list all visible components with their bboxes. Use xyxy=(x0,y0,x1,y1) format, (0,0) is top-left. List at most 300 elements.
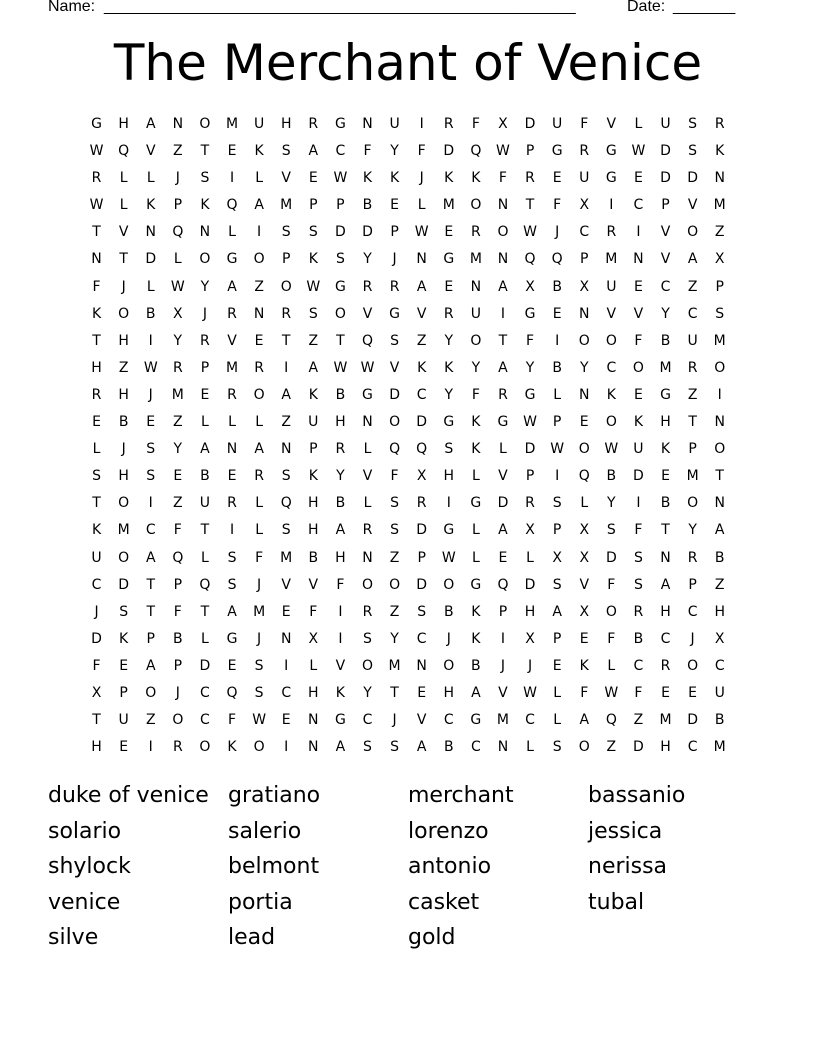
grid-letter: B xyxy=(714,712,725,729)
grid-letter: B xyxy=(173,630,183,647)
grid-letter: R xyxy=(443,305,454,322)
grid-letter: F xyxy=(173,522,182,539)
grid-letter: W xyxy=(89,143,104,160)
grid-letter: Q xyxy=(172,549,184,566)
grid-letter: Y xyxy=(200,278,210,295)
grid-letter: J xyxy=(446,630,451,647)
grid-letter: S xyxy=(363,630,372,647)
grid-letter: F xyxy=(92,657,101,674)
grid-letter: Q xyxy=(118,143,130,160)
grid-letter: I xyxy=(609,197,614,214)
grid-letter: K xyxy=(715,143,725,160)
grid-letter: O xyxy=(389,576,401,593)
word-list-item: jessica xyxy=(588,818,663,844)
grid-letter: E xyxy=(92,414,101,431)
grid-letter: F xyxy=(471,116,480,132)
grid-letter: I xyxy=(500,305,506,322)
grid-letter: V xyxy=(606,116,617,132)
grid-letter: D xyxy=(145,251,157,268)
grid-letter: Q xyxy=(497,576,509,593)
grid-letter: G xyxy=(497,414,509,431)
grid-letter: F xyxy=(309,603,318,620)
grid-letter: O xyxy=(118,495,130,512)
grid-letter: T xyxy=(390,684,399,701)
grid-letter: F xyxy=(634,332,643,349)
grid-letter: C xyxy=(335,143,346,160)
grid-letter: K xyxy=(254,143,264,160)
grid-letter: T xyxy=(688,414,697,431)
grid-letter: X xyxy=(714,630,725,647)
grid-letter: Q xyxy=(226,197,238,214)
grid-letter: O xyxy=(497,224,509,241)
grid-letter: J xyxy=(555,224,560,241)
grid-letter: G xyxy=(443,522,455,539)
grid-letter: U xyxy=(308,414,319,431)
grid-letter: N xyxy=(172,116,184,132)
grid-letter: S xyxy=(281,468,291,485)
grid-letter: S xyxy=(227,549,237,566)
grid-letter: C xyxy=(633,657,644,674)
grid-letter: B xyxy=(633,630,644,647)
word-search-grid xyxy=(83,114,735,762)
grid-letter: B xyxy=(362,197,373,214)
grid-letter: T xyxy=(92,495,101,512)
grid-letter: B xyxy=(552,359,562,376)
grid-letter: M xyxy=(225,359,239,376)
grid-letter: Z xyxy=(714,576,725,593)
grid-letter: A xyxy=(498,359,508,376)
grid-letter: V xyxy=(118,224,129,241)
grid-letter: R xyxy=(362,603,373,620)
grid-letter: P xyxy=(309,441,318,458)
grid-letter: C xyxy=(687,305,698,322)
grid-letter: A xyxy=(227,603,237,620)
grid-letter: Q xyxy=(524,251,536,268)
grid-letter: K xyxy=(308,468,318,485)
grid-letter: B xyxy=(335,495,346,512)
grid-letter: S xyxy=(390,739,400,756)
grid-letter: L xyxy=(201,414,209,431)
grid-letter: O xyxy=(280,278,292,295)
grid-letter: N xyxy=(362,116,373,132)
grid-letter: K xyxy=(389,170,400,187)
grid-letter: B xyxy=(606,468,617,485)
grid-letter: T xyxy=(200,522,210,539)
name-label: Name: xyxy=(48,0,96,15)
grid-letter: G xyxy=(443,414,455,431)
name-field-line[interactable]: _____________________________________________________ xyxy=(104,0,576,15)
grid-letter: F xyxy=(634,684,643,701)
grid-letter: B xyxy=(145,305,156,322)
grid-letter: Z xyxy=(389,603,400,620)
grid-letter: E xyxy=(661,468,670,485)
grid-letter: P xyxy=(281,251,291,268)
grid-letter: D xyxy=(605,549,617,566)
grid-letter: C xyxy=(687,739,698,756)
grid-letter: X xyxy=(498,116,508,132)
grid-letter: B xyxy=(335,386,346,403)
grid-letter: S xyxy=(254,657,264,674)
grid-letter: A xyxy=(416,739,427,756)
grid-letter: J xyxy=(202,305,207,322)
grid-letter: U xyxy=(199,495,211,512)
word-list-item: nerissa xyxy=(588,854,668,880)
grid-letter: C xyxy=(443,712,454,729)
grid-letter: S xyxy=(715,305,725,322)
grid-letter: G xyxy=(524,305,536,322)
grid-letter: I xyxy=(636,224,641,241)
grid-letter: C xyxy=(145,522,156,539)
grid-letter: H xyxy=(335,414,346,431)
grid-letter: J xyxy=(121,441,126,458)
grid-letter: M xyxy=(605,251,618,268)
grid-letter: E xyxy=(579,630,589,647)
grid-letter: S xyxy=(146,468,156,485)
grid-letter: I xyxy=(717,386,722,403)
grid-letter: O xyxy=(470,197,482,214)
grid-letter: P xyxy=(498,603,508,620)
grid-letter: D xyxy=(416,576,428,593)
grid-letter: M xyxy=(225,116,239,132)
grid-letter: L xyxy=(201,630,209,647)
grid-letter: T xyxy=(146,603,156,620)
grid-letter: H xyxy=(714,603,725,620)
grid-letter: I xyxy=(284,739,289,756)
grid-letter: S xyxy=(390,332,400,349)
grid-letter: O xyxy=(199,251,211,268)
grid-letter: P xyxy=(309,197,318,214)
grid-letter: E xyxy=(227,468,237,485)
grid-letter: O xyxy=(578,332,590,349)
grid-letter: K xyxy=(660,441,671,458)
grid-letter: U xyxy=(714,684,725,701)
grid-letter: N xyxy=(497,739,509,756)
grid-letter: F xyxy=(607,576,616,593)
grid-letter: L xyxy=(363,441,372,458)
grid-letter: J xyxy=(527,657,533,674)
grid-letter: Z xyxy=(633,712,644,729)
grid-letter: C xyxy=(633,197,644,214)
grid-letter: H xyxy=(308,684,319,701)
grid-letter: V xyxy=(687,197,698,214)
grid-letter: P xyxy=(552,414,562,431)
grid-letter: L xyxy=(580,495,589,512)
grid-letter: S xyxy=(552,576,562,593)
grid-letter: N xyxy=(280,441,292,458)
grid-letter: E xyxy=(552,305,562,322)
grid-letter: K xyxy=(227,739,237,756)
grid-letter: I xyxy=(229,170,235,187)
grid-letter: G xyxy=(334,116,346,132)
grid-letter: W xyxy=(441,549,456,566)
grid-letter: D xyxy=(91,630,102,647)
grid-letter: L xyxy=(363,495,372,512)
grid-letter: J xyxy=(148,386,153,403)
grid-letter: W xyxy=(523,414,537,431)
grid-letter: M xyxy=(117,522,130,539)
grid-letter: K xyxy=(471,603,481,620)
grid-letter: C xyxy=(714,657,725,674)
grid-letter: R xyxy=(172,359,183,376)
grid-letter: G xyxy=(334,712,346,729)
grid-letter: J xyxy=(500,657,506,674)
grid-letter: V xyxy=(579,576,590,593)
grid-letter: N xyxy=(226,441,238,458)
grid-letter: T xyxy=(92,332,101,349)
grid-letter: S xyxy=(227,576,237,593)
grid-letter: Y xyxy=(173,332,183,349)
grid-letter: X xyxy=(525,522,535,539)
grid-letter: H xyxy=(443,684,455,701)
grid-letter: Q xyxy=(280,495,292,512)
word-list-item: bassanio xyxy=(588,783,686,808)
grid-letter: V xyxy=(227,332,237,349)
grid-letter: G xyxy=(660,386,671,403)
grid-letter: U xyxy=(389,116,400,132)
grid-letter: I xyxy=(229,522,235,539)
grid-letter: M xyxy=(171,386,184,403)
grid-letter: S xyxy=(308,305,318,322)
grid-letter: I xyxy=(636,495,641,512)
grid-letter: S xyxy=(363,739,372,756)
word-list-item: lead xyxy=(228,925,276,951)
grid-letter: L xyxy=(526,549,534,566)
grid-letter: S xyxy=(308,224,318,241)
grid-letter: E xyxy=(119,657,129,674)
grid-letter: N xyxy=(308,739,319,756)
grid-letter: I xyxy=(284,359,289,376)
grid-letter: C xyxy=(660,630,671,647)
grid-letter: O xyxy=(714,441,726,458)
grid-letter: V xyxy=(281,576,291,593)
grid-letter: D xyxy=(416,414,428,431)
grid-letter: C xyxy=(470,739,481,756)
grid-letter: O xyxy=(334,305,346,322)
grid-letter: A xyxy=(308,143,319,160)
grid-letter: E xyxy=(390,197,399,214)
grid-letter: G xyxy=(389,305,400,322)
grid-letter: T xyxy=(281,332,291,349)
grid-letter: I xyxy=(555,468,560,485)
grid-letter: D xyxy=(687,712,698,729)
grid-letter: F xyxy=(92,278,101,295)
grid-letter: U xyxy=(552,116,563,132)
grid-letter: L xyxy=(255,414,264,431)
grid-letter: O xyxy=(470,332,482,349)
grid-letter: M xyxy=(496,712,509,729)
grid-letter: X xyxy=(416,468,427,485)
grid-letter: P xyxy=(525,468,535,485)
grid-letter: G xyxy=(362,386,373,403)
grid-letter: S xyxy=(92,468,101,485)
grid-letter: T xyxy=(525,197,535,214)
grid-letter: A xyxy=(254,441,264,458)
grid-letter: N xyxy=(714,495,725,512)
grid-letter: P xyxy=(146,630,155,647)
word-list-item: duke of venice xyxy=(48,783,209,808)
grid-letter: L xyxy=(173,251,182,268)
grid-letter: H xyxy=(660,739,671,756)
word-list-item: tubal xyxy=(588,889,645,915)
grid-letter: J xyxy=(121,278,126,295)
grid-letter: I xyxy=(148,495,153,512)
grid-letter: I xyxy=(338,630,343,647)
date-field-line[interactable]: _______ xyxy=(673,0,736,15)
grid-letter: K xyxy=(119,630,129,647)
grid-letter: Y xyxy=(444,332,454,349)
grid-letter: H xyxy=(280,116,292,132)
grid-letter: P xyxy=(580,251,589,268)
grid-letter: R xyxy=(498,386,508,403)
grid-letter: F xyxy=(336,576,345,593)
grid-letter: B xyxy=(552,278,562,295)
grid-letter: G xyxy=(470,495,482,512)
grid-letter: O xyxy=(578,441,590,458)
grid-letter: Y xyxy=(336,468,345,485)
grid-letter: Y xyxy=(173,441,183,458)
grid-letter: I xyxy=(555,332,560,349)
grid-letter: S xyxy=(552,739,562,756)
grid-letter: Z xyxy=(687,386,698,403)
grid-letter: M xyxy=(388,657,401,674)
grid-letter: E xyxy=(417,684,427,701)
grid-letter: E xyxy=(146,414,156,431)
grid-letter: A xyxy=(145,657,156,674)
grid-letter: D xyxy=(633,468,644,485)
grid-letter: Z xyxy=(687,278,698,295)
word-list-item: merchant xyxy=(408,783,514,808)
grid-letter: L xyxy=(255,495,264,512)
grid-letter: S xyxy=(281,143,291,160)
grid-letter: K xyxy=(146,197,156,214)
grid-letter: V xyxy=(335,657,346,674)
grid-letter: A xyxy=(145,549,156,566)
grid-letter: V xyxy=(281,170,291,187)
grid-letter: L xyxy=(309,657,318,674)
grid-letter: O xyxy=(361,657,373,674)
word-list-item: salerio xyxy=(228,818,302,844)
grid-letter: N xyxy=(91,251,102,268)
grid-letter: K xyxy=(200,197,210,214)
grid-letter: N xyxy=(714,170,725,187)
grid-letter: W xyxy=(306,278,321,295)
grid-letter: R xyxy=(389,278,400,295)
grid-letter: Z xyxy=(173,143,183,160)
grid-letter: L xyxy=(201,549,209,566)
grid-letter: W xyxy=(523,224,537,241)
grid-letter: M xyxy=(253,603,266,620)
grid-letter: O xyxy=(605,603,617,620)
grid-letter: O xyxy=(687,657,699,674)
grid-letter: O xyxy=(253,386,265,403)
grid-letter: J xyxy=(419,170,424,187)
grid-letter: W xyxy=(631,143,646,160)
grid-letter: D xyxy=(660,143,671,160)
grid-letter: V xyxy=(308,576,319,593)
grid-letter: F xyxy=(634,522,643,539)
grid-letter: U xyxy=(660,116,671,132)
grid-letter: G xyxy=(443,251,455,268)
grid-letter: I xyxy=(284,657,289,674)
grid-letter: T xyxy=(661,522,670,539)
grid-letter: Z xyxy=(145,712,156,729)
grid-letter: V xyxy=(660,224,671,241)
grid-letter: S xyxy=(417,603,427,620)
grid-letter: F xyxy=(580,116,589,132)
grid-letter: A xyxy=(335,739,346,756)
grid-letter: P xyxy=(715,278,724,295)
grid-letter: F xyxy=(471,386,480,403)
grid-letter: I xyxy=(419,116,424,132)
grid-letter: O xyxy=(443,657,455,674)
grid-letter: U xyxy=(118,712,129,729)
grid-letter: Q xyxy=(172,224,184,241)
word-list-item: casket xyxy=(408,889,480,915)
grid-letter: E xyxy=(444,224,454,241)
grid-letter: K xyxy=(444,170,454,187)
grid-letter: N xyxy=(416,251,427,268)
grid-letter: U xyxy=(91,549,102,566)
grid-letter: S xyxy=(444,441,454,458)
grid-letter: L xyxy=(255,522,264,539)
grid-letter: O xyxy=(632,359,644,376)
grid-letter: P xyxy=(552,630,562,647)
grid-letter: R xyxy=(172,739,183,756)
grid-letter: T xyxy=(92,712,101,729)
grid-letter: S xyxy=(281,522,291,539)
grid-letter: K xyxy=(91,522,102,539)
grid-letter: F xyxy=(498,170,507,187)
grid-letter: R xyxy=(362,522,373,539)
grid-letter: J xyxy=(175,684,180,701)
grid-letter: Y xyxy=(471,359,481,376)
word-list-item: gold xyxy=(408,925,456,951)
grid-letter: S xyxy=(119,603,129,620)
grid-letter: D xyxy=(497,495,509,512)
grid-letter: X xyxy=(91,684,102,701)
grid-letter: S xyxy=(390,522,400,539)
grid-letter: R xyxy=(308,116,319,132)
grid-letter: Q xyxy=(470,143,482,160)
grid-letter: E xyxy=(308,170,318,187)
page-title: The Merchant of Venice xyxy=(113,34,703,92)
grid-letter: Q xyxy=(389,441,401,458)
grid-letter: P xyxy=(173,657,183,674)
grid-letter: E xyxy=(119,739,129,756)
grid-letter: N xyxy=(199,224,211,241)
grid-letter: R xyxy=(254,468,264,485)
grid-letter: F xyxy=(553,197,562,214)
grid-letter: P xyxy=(688,576,697,593)
grid-letter: K xyxy=(444,359,454,376)
grid-letter: V xyxy=(362,305,373,322)
grid-letter: W xyxy=(170,278,185,295)
grid-letter: R xyxy=(525,495,535,512)
grid-letter: X xyxy=(714,251,725,268)
grid-letter: G xyxy=(334,278,346,295)
grid-letter: R xyxy=(200,332,210,349)
grid-letter: P xyxy=(525,143,535,160)
grid-letter: J xyxy=(690,630,695,647)
grid-letter: R xyxy=(227,386,237,403)
grid-letter: S xyxy=(390,495,400,512)
grid-letter: M xyxy=(713,197,726,214)
grid-letter: O xyxy=(172,712,184,729)
grid-letter: E xyxy=(661,684,670,701)
grid-letter: I xyxy=(446,495,451,512)
grid-letter: O xyxy=(389,414,401,431)
word-list-item: venice xyxy=(48,889,121,915)
